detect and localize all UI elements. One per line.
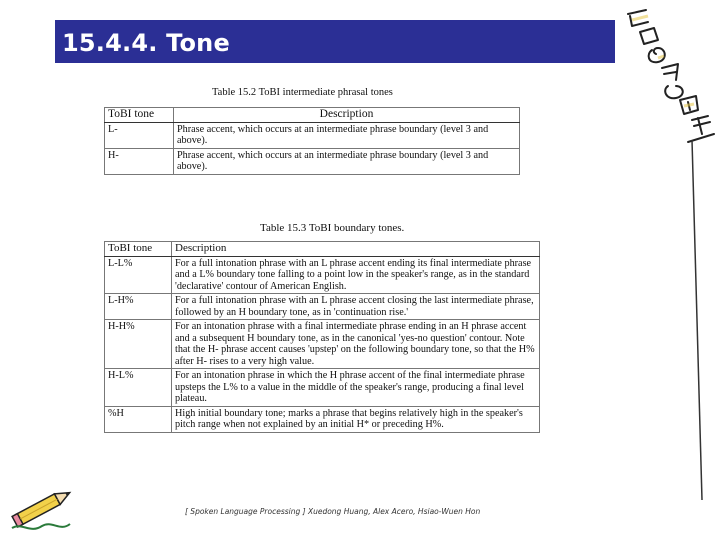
table-row: [105, 148, 520, 174]
column-header-tone: ToBI tone: [105, 108, 174, 123]
table-row: [105, 294, 540, 320]
table-row: [105, 320, 540, 369]
table-header-row: [105, 108, 520, 123]
tone-cell: L-L%: [105, 256, 172, 294]
description-cell: For an intonation phrase in which the H phrase accent of the final intermediate phrase upsteps the L% to a value in the middle of the speaker's range, producing a final level plateau.: [172, 369, 540, 407]
column-header-description: Description: [172, 242, 540, 257]
description-cell: High initial boundary tone; marks a phrase that begins relatively high in the speaker's pitch range when not explained by an initial H* or preceding H%.: [172, 406, 540, 432]
tone-cell: H-H%: [105, 320, 172, 369]
table-row: [105, 406, 540, 432]
page-title: 15.4.4. Tone: [62, 29, 230, 57]
description-cell: Phrase accent, which occurs at an intermediate phrase boundary (level 3 and above).: [174, 148, 520, 174]
tone-cell: H-L%: [105, 369, 172, 407]
table1-caption: Table 15.2 ToBI intermediate phrasal tones: [212, 87, 393, 98]
description-cell: For an intonation phrase with a final intermediate phrase ending in an H phrase accent and a subsequent H boundary tone, as in the canonical 'yes-no question' contour. Note that the H- phrase accent causes 'upstep' on the following boundary tone, so that the H% after H- rises to a very high value.: [172, 320, 540, 369]
table-row: [105, 122, 520, 148]
decorative-line-icon: [680, 140, 720, 520]
tone-cell: L-H%: [105, 294, 172, 320]
title-bar: [55, 20, 615, 63]
table-row: [105, 369, 540, 407]
description-cell: For a full intonation phrase with an L phrase accent ending its final intermediate phrase and a L% boundary tone falling to a point low in the speaker's range, as in the standard 'declarative' contour of American English.: [172, 256, 540, 294]
pencil-icon: [8, 478, 83, 538]
description-cell: Phrase accent, which occurs at an intermediate phrase boundary (level 3 and above).: [174, 122, 520, 148]
column-header-description: Description: [174, 108, 520, 123]
footer-citation: [ Spoken Language Processing ] Xuedong Huang, Alex Acero, Hsiao-Wuen Hon: [185, 507, 481, 516]
intermediate-tones-table: [104, 107, 520, 175]
table-header-row: [105, 242, 540, 257]
boundary-tones-table: [104, 241, 540, 433]
table-row: [105, 256, 540, 294]
description-cell: For a full intonation phrase with an L phrase accent closing the last intermediate phrase, followed by an H boundary tone, as in 'continuation rise.': [172, 294, 540, 320]
tone-cell: %H: [105, 406, 172, 432]
tone-cell: H-: [105, 148, 174, 174]
tone-cell: L-: [105, 122, 174, 148]
table2-caption: Table 15.3 ToBI boundary tones.: [260, 222, 405, 234]
column-header-tone: ToBI tone: [105, 242, 172, 257]
scribble-decoration-icon: [618, 2, 718, 152]
